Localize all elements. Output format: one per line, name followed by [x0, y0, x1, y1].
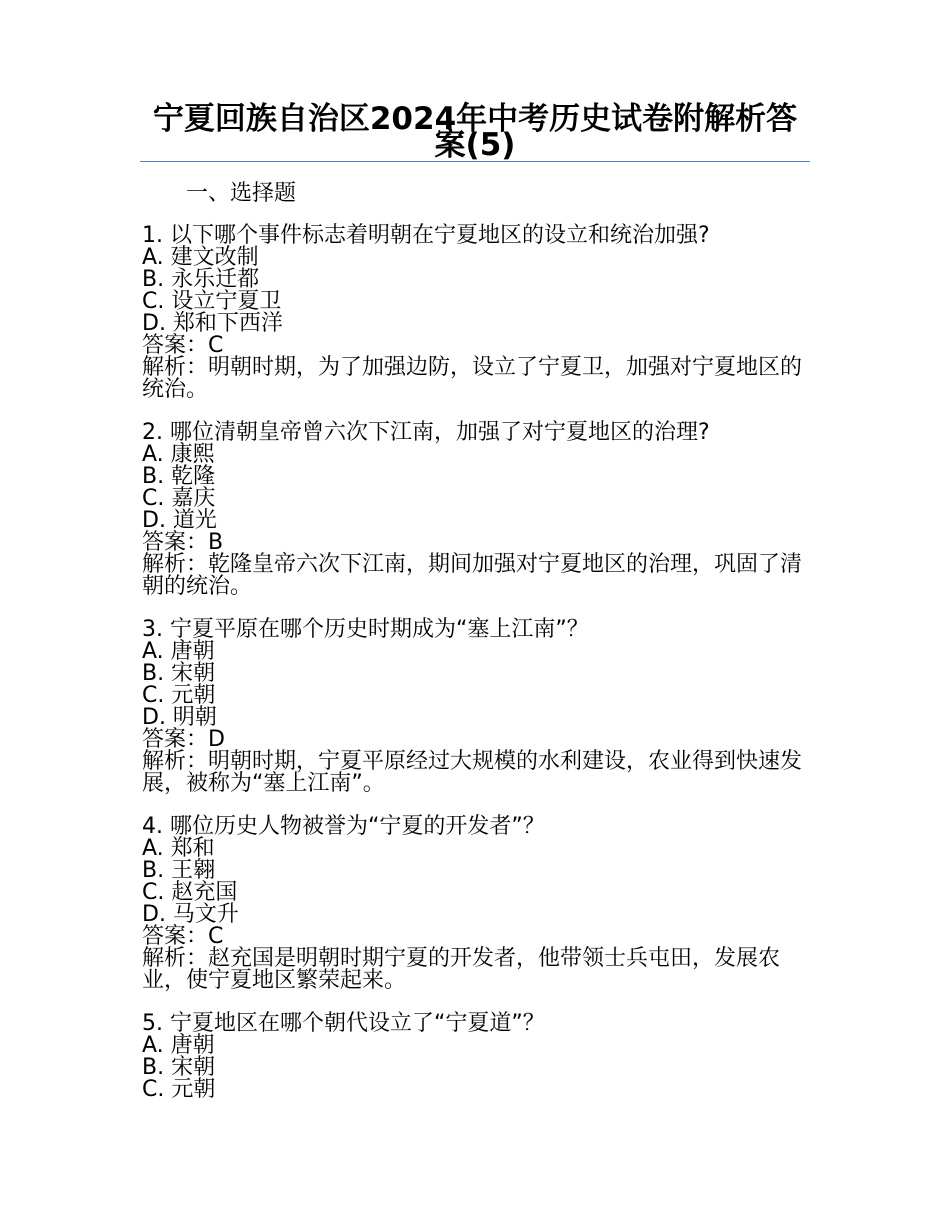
document-title: 宁夏回族自治区2024年中考历史试卷附解析答案(5) — [152, 101, 798, 163]
answer: 答案：C — [142, 333, 224, 358]
title-underline — [140, 161, 810, 162]
option-d: D. 明朝 — [142, 705, 217, 730]
question-block — [142, 1013, 812, 1101]
option-b: B. 乾隆 — [142, 464, 216, 489]
option-a: A. 建文改制 — [142, 245, 259, 270]
option-a: A. 唐朝 — [142, 639, 215, 664]
answer: 答案：C — [142, 924, 224, 949]
option-b: B. 永乐迁都 — [142, 267, 260, 292]
option-d: D. 郑和下西洋 — [142, 311, 283, 336]
explanation: 解析：赵充国是明朝时期宁夏的开发者，他带领士兵屯田，发展农业，使宁夏地区繁荣起来。 — [142, 946, 781, 993]
question-text: 2. 哪位清朝皇帝曾六次下江南，加强了对宁夏地区的治理? — [142, 420, 710, 445]
option-b: B. 王翱 — [142, 858, 216, 883]
option-d: D. 马文升 — [142, 902, 239, 927]
explanation: 解析：乾隆皇帝六次下江南，期间加强对宁夏地区的治理，巩固了清朝的统治。 — [142, 552, 803, 599]
option-d: D. 道光 — [142, 508, 217, 533]
option-c: C. 元朝 — [142, 1077, 216, 1102]
question-text: 5. 宁夏地区在哪个朝代设立了“宁夏道”？ — [142, 1011, 545, 1036]
question-block — [142, 816, 812, 992]
question-list — [142, 225, 812, 1122]
question-block — [142, 225, 812, 401]
question-block — [142, 619, 812, 795]
section-heading: 一、选择题 — [186, 181, 297, 206]
question-text: 1. 以下哪个事件标志着明朝在宁夏地区的设立和统治加强? — [142, 223, 710, 248]
option-c: C. 元朝 — [142, 683, 216, 708]
option-b: B. 宋朝 — [142, 1055, 216, 1080]
answer: 答案：B — [142, 530, 224, 555]
explanation: 解析：明朝时期，宁夏平原经过大规模的水利建设，农业得到快速发展，被称为“塞上江南”。 — [142, 749, 803, 796]
option-c: C. 赵充国 — [142, 880, 238, 905]
answer: 答案：D — [142, 727, 225, 752]
explanation: 解析：明朝时期，为了加强边防，设立了宁夏卫，加强对宁夏地区的统治。 — [142, 355, 803, 402]
question-text: 3. 宁夏平原在哪个历史时期成为“塞上江南”？ — [142, 617, 589, 642]
question-block — [142, 422, 812, 598]
option-b: B. 宋朝 — [142, 661, 216, 686]
option-a: A. 郑和 — [142, 836, 215, 861]
option-a: A. 唐朝 — [142, 1033, 215, 1058]
option-c: C. 设立宁夏卫 — [142, 289, 282, 314]
option-a: A. 康熙 — [142, 442, 215, 467]
question-text: 4. 哪位历史人物被誉为“宁夏的开发者”？ — [142, 814, 545, 839]
option-c: C. 嘉庆 — [142, 486, 216, 511]
